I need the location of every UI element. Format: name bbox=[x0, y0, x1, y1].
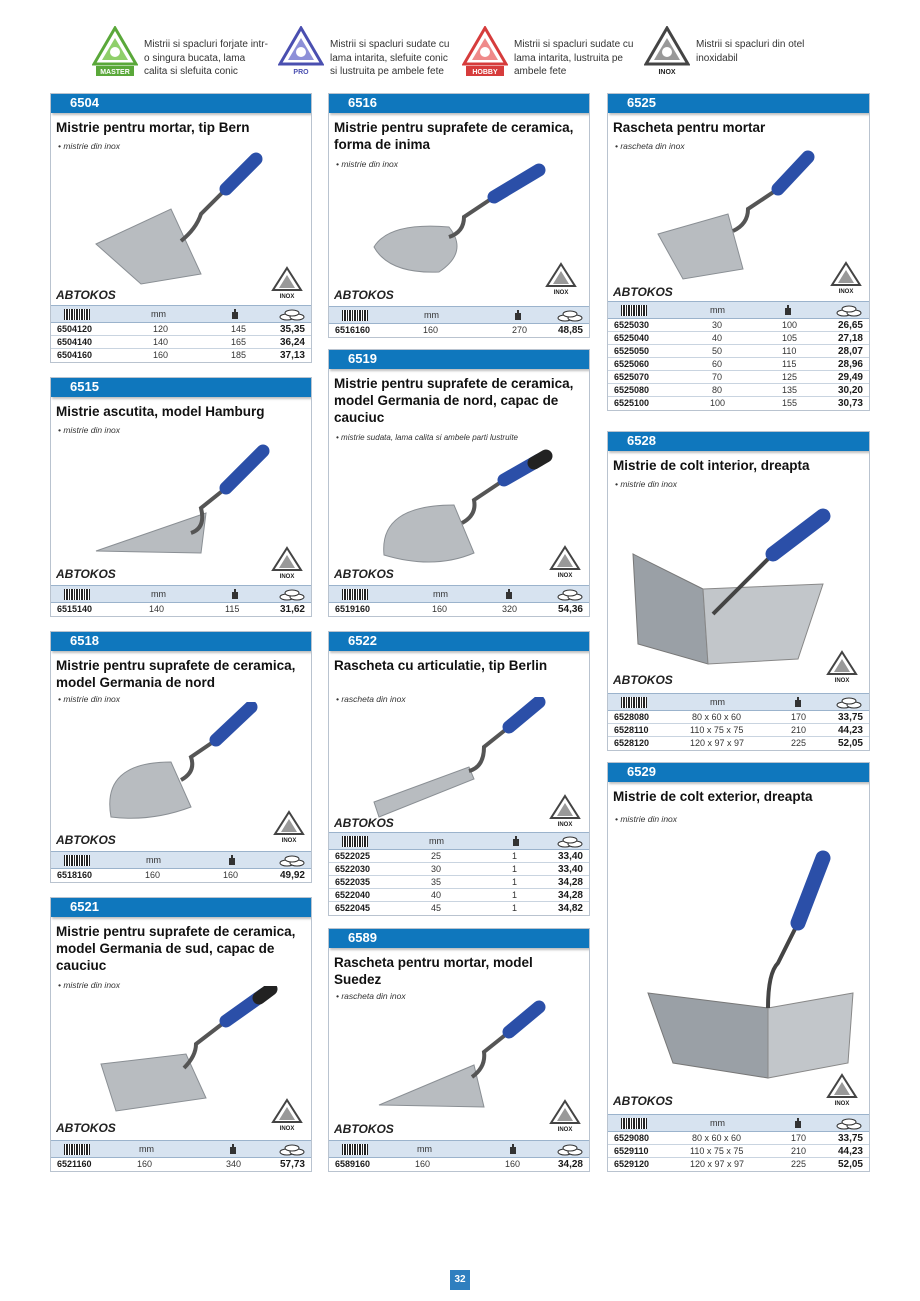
product-code: 6589 bbox=[328, 928, 590, 948]
table-header bbox=[51, 1141, 311, 1158]
product-code: 6504 bbox=[50, 93, 312, 113]
table-row: 6525040 40 105 27,18 bbox=[608, 332, 869, 345]
coins-icon bbox=[279, 854, 305, 867]
svg-text:INOX: INOX bbox=[557, 1127, 573, 1133]
table-header bbox=[329, 833, 589, 850]
product-table bbox=[51, 1140, 311, 1171]
svg-text:PRO: PRO bbox=[293, 69, 309, 76]
corner-trowel-image bbox=[623, 494, 843, 674]
product-card-6522 bbox=[328, 631, 590, 916]
scraper-image bbox=[369, 697, 569, 827]
table-row: 6525050 50 110 28,07 bbox=[608, 345, 869, 358]
svg-text:INOX: INOX bbox=[838, 289, 854, 295]
table-row: 6525030 30 100 26,65 bbox=[608, 319, 869, 332]
weight-icon bbox=[231, 309, 239, 319]
product-card-6518 bbox=[50, 631, 312, 883]
barcode-icon bbox=[64, 589, 90, 600]
product-card-6515 bbox=[50, 377, 312, 617]
barcode-icon bbox=[64, 855, 90, 866]
product-table bbox=[329, 1140, 589, 1171]
svg-text:ABTOKOS: ABTOKOS bbox=[56, 833, 116, 846]
legend-master bbox=[92, 26, 272, 84]
barcode-icon bbox=[342, 1144, 368, 1155]
table-row: 6522045 45 1 34,82 bbox=[335, 903, 583, 914]
table-row: 6522035 35 1 34,28 bbox=[329, 876, 589, 889]
svg-text:ABTOKOS: ABTOKOS bbox=[334, 288, 394, 301]
weight-icon bbox=[231, 589, 239, 599]
product-card-6528 bbox=[607, 431, 870, 751]
abtokos-logo bbox=[56, 287, 134, 301]
inox-badge-icon bbox=[545, 262, 577, 296]
svg-text:HOBBY: HOBBY bbox=[472, 69, 498, 76]
svg-text:ABTOKOS: ABTOKOS bbox=[613, 673, 673, 686]
trowel-image bbox=[374, 997, 574, 1117]
weight-icon bbox=[514, 310, 522, 320]
svg-text:INOX: INOX bbox=[553, 290, 569, 296]
coins-icon bbox=[557, 1143, 583, 1156]
svg-text:MASTER: MASTER bbox=[100, 69, 130, 76]
coins-icon bbox=[836, 304, 862, 317]
table-header bbox=[51, 306, 311, 323]
legend-inox bbox=[644, 26, 824, 84]
product-note: • mistrie din inox bbox=[58, 425, 121, 435]
product-code: 6528 bbox=[607, 431, 870, 451]
barcode-icon bbox=[342, 836, 368, 847]
product-note: • mistrie din inox bbox=[58, 694, 121, 704]
product-title: Mistrie de colt exterior, dreapta bbox=[613, 789, 813, 804]
barcode-icon bbox=[621, 305, 647, 316]
weight-icon bbox=[228, 855, 236, 865]
table-row: 6525080 80 135 30,20 bbox=[608, 384, 869, 397]
coins-icon bbox=[557, 835, 583, 848]
product-table bbox=[608, 1114, 869, 1171]
abtokos-logo bbox=[56, 1120, 134, 1134]
product-card-6519 bbox=[328, 349, 590, 617]
product-table bbox=[51, 305, 311, 362]
master-logo-icon bbox=[92, 26, 138, 78]
svg-text:ABTOKOS: ABTOKOS bbox=[56, 288, 116, 301]
abtokos-logo bbox=[613, 1093, 691, 1107]
weight-icon bbox=[784, 305, 792, 315]
svg-text:INOX: INOX bbox=[281, 838, 297, 844]
table-row: 6528080 80 x 60 x 60 170 33,75 bbox=[608, 711, 869, 724]
barcode-icon bbox=[342, 310, 368, 321]
svg-text:ABTOKOS: ABTOKOS bbox=[334, 1122, 394, 1135]
product-card-6521 bbox=[50, 897, 312, 1172]
trowel-image bbox=[91, 433, 291, 563]
table-row: 6504160 160 185 37,13 bbox=[57, 350, 305, 361]
inox-badge-icon bbox=[826, 1073, 858, 1107]
product-code: 6525 bbox=[607, 93, 870, 113]
product-card-6525 bbox=[607, 93, 870, 411]
inox-logo-icon bbox=[644, 26, 690, 78]
product-table bbox=[51, 585, 311, 616]
product-table bbox=[608, 301, 869, 410]
trowel-image bbox=[96, 986, 296, 1116]
table-header bbox=[329, 1141, 589, 1158]
product-code: 6522 bbox=[328, 631, 590, 651]
product-card-6529 bbox=[607, 762, 870, 1172]
table-header bbox=[329, 586, 589, 603]
product-title: Mistrie ascutita, model Hamburg bbox=[56, 404, 265, 419]
product-table bbox=[329, 585, 589, 616]
corner-trowel-image bbox=[628, 833, 858, 1083]
product-note: • mistrie din inox bbox=[336, 159, 399, 169]
barcode-icon bbox=[621, 697, 647, 708]
inox-badge-icon bbox=[549, 545, 581, 579]
product-note: • rascheta din inox bbox=[336, 991, 406, 1001]
svg-text:ABTOKOS: ABTOKOS bbox=[613, 1094, 673, 1107]
inox-badge-icon bbox=[271, 1098, 303, 1132]
product-code: 6529 bbox=[607, 762, 870, 782]
product-table bbox=[329, 306, 589, 337]
trowel-image bbox=[86, 149, 286, 299]
weight-icon bbox=[229, 1144, 237, 1154]
weight-icon bbox=[794, 697, 802, 707]
unit-label: mm bbox=[139, 1144, 154, 1154]
product-title: Rascheta pentru mortar bbox=[613, 120, 766, 135]
table-row: 6589160 160 160 34,28 bbox=[335, 1159, 583, 1170]
product-note: • rascheta din inox bbox=[615, 141, 685, 151]
svg-text:INOX: INOX bbox=[279, 294, 295, 300]
weight-icon bbox=[512, 836, 520, 846]
abtokos-logo bbox=[334, 566, 412, 580]
product-title: Mistrie pentru suprafete de ceramica, model Germania de sud, capac de cauciuc bbox=[56, 924, 296, 973]
svg-text:INOX: INOX bbox=[658, 69, 676, 76]
table-row: 6529120 120 x 97 x 97 225 52,05 bbox=[614, 1159, 863, 1170]
product-table bbox=[51, 851, 311, 882]
product-title: Rascheta pentru mortar, model Suedez bbox=[334, 955, 533, 987]
table-header bbox=[51, 852, 311, 869]
trowel-image bbox=[648, 149, 848, 289]
abtokos-logo bbox=[613, 672, 691, 686]
product-code: 6521 bbox=[50, 897, 312, 917]
legend-pro bbox=[278, 26, 458, 84]
product-card-6504 bbox=[50, 93, 312, 363]
table-row: 6504120 120 145 35,35 bbox=[51, 323, 311, 336]
table-row: 6528110 110 x 75 x 75 210 44,23 bbox=[608, 724, 869, 737]
legend-text: Mistrii si spacluri sudate cu lama intarita, lustruita pe ambele fete bbox=[514, 39, 634, 77]
hobby-logo-icon bbox=[462, 26, 508, 78]
svg-text:ABTOKOS: ABTOKOS bbox=[56, 567, 116, 580]
svg-text:ABTOKOS: ABTOKOS bbox=[613, 285, 673, 298]
svg-text:ABTOKOS: ABTOKOS bbox=[334, 816, 394, 829]
coins-icon bbox=[836, 1117, 862, 1130]
product-code: 6518 bbox=[50, 631, 312, 651]
coins-icon bbox=[557, 588, 583, 601]
product-table bbox=[329, 832, 589, 915]
product-title: Rascheta cu articulatie, tip Berlin bbox=[334, 658, 548, 673]
barcode-icon bbox=[342, 589, 368, 600]
product-title: Mistrie pentru suprafete de ceramica, model Germania de nord bbox=[56, 658, 296, 690]
product-card-6516 bbox=[328, 93, 590, 338]
coins-icon bbox=[279, 308, 305, 321]
svg-text:INOX: INOX bbox=[557, 822, 573, 828]
unit-label: mm bbox=[146, 855, 161, 865]
unit-label: mm bbox=[710, 697, 725, 707]
abtokos-logo bbox=[56, 832, 134, 846]
table-header bbox=[608, 694, 869, 711]
abtokos-logo bbox=[613, 284, 691, 298]
table-header bbox=[329, 307, 589, 324]
svg-text:INOX: INOX bbox=[834, 678, 850, 684]
page-number: 32 bbox=[450, 1270, 470, 1290]
inox-badge-icon bbox=[273, 810, 305, 844]
inox-badge-icon bbox=[549, 794, 581, 828]
legend-text: Mistrii si spacluri forjate intr-o singura bucata, lama calita si slefuita conic bbox=[144, 39, 268, 77]
product-note: • mistrie din inox bbox=[58, 141, 121, 151]
unit-label: mm bbox=[710, 1118, 725, 1128]
table-row: 6529080 80 x 60 x 60 170 33,75 bbox=[608, 1132, 869, 1145]
barcode-icon bbox=[64, 309, 90, 320]
table-row: 6521160 160 340 57,73 bbox=[57, 1159, 305, 1170]
abtokos-logo bbox=[334, 287, 412, 301]
table-header bbox=[608, 1115, 869, 1132]
product-note: • mistrie din inox bbox=[58, 980, 121, 990]
svg-text:INOX: INOX bbox=[557, 573, 573, 579]
table-row: 6504140 140 165 36,24 bbox=[51, 336, 311, 349]
legend-text: Mistrii si spacluri sudate cu lama intarita, slefuite conic si lustruita pe ambele fete bbox=[330, 39, 450, 77]
product-code: 6515 bbox=[50, 377, 312, 397]
table-row: 6525070 70 125 29,49 bbox=[608, 371, 869, 384]
table-row: 6518160 160 160 49,92 bbox=[57, 870, 305, 881]
product-table bbox=[608, 693, 869, 750]
product-code: 6516 bbox=[328, 93, 590, 113]
pro-logo-icon bbox=[278, 26, 324, 78]
weight-icon bbox=[505, 589, 513, 599]
table-row: 6528120 120 x 97 x 97 225 52,05 bbox=[614, 738, 863, 749]
coins-icon bbox=[836, 696, 862, 709]
table-row: 6525060 60 115 28,96 bbox=[608, 358, 869, 371]
svg-text:INOX: INOX bbox=[834, 1101, 850, 1107]
table-row: 6515140 140 115 31,62 bbox=[57, 604, 305, 615]
table-row: 6519160 160 320 54,36 bbox=[335, 604, 583, 615]
weight-icon bbox=[794, 1118, 802, 1128]
inox-badge-icon bbox=[826, 650, 858, 684]
abtokos-logo bbox=[334, 1121, 412, 1135]
barcode-icon bbox=[621, 1118, 647, 1129]
unit-label: mm bbox=[417, 1144, 432, 1154]
svg-text:INOX: INOX bbox=[279, 1126, 295, 1132]
table-row: 6522030 30 1 33,40 bbox=[329, 863, 589, 876]
table-row: 6529110 110 x 75 x 75 210 44,23 bbox=[608, 1145, 869, 1158]
inox-badge-icon bbox=[271, 266, 303, 300]
trowel-image bbox=[91, 702, 291, 832]
table-row: 6522025 25 1 33,40 bbox=[329, 850, 589, 863]
coins-icon bbox=[279, 588, 305, 601]
unit-label: mm bbox=[151, 589, 166, 599]
table-row: 6522040 40 1 34,28 bbox=[329, 889, 589, 902]
product-card-6589 bbox=[328, 928, 590, 1172]
unit-label: mm bbox=[424, 310, 439, 320]
trowel-image bbox=[369, 162, 569, 282]
table-header bbox=[608, 302, 869, 319]
product-code: 6519 bbox=[328, 349, 590, 369]
table-row: 6525100 100 155 30,73 bbox=[614, 398, 863, 409]
abtokos-logo bbox=[56, 566, 134, 580]
product-note: • mistrie din inox bbox=[615, 814, 678, 824]
product-note: • rascheta din inox bbox=[336, 694, 406, 704]
weight-icon bbox=[509, 1144, 517, 1154]
legend-hobby bbox=[462, 26, 642, 84]
inox-badge-icon bbox=[271, 546, 303, 580]
unit-label: mm bbox=[433, 589, 448, 599]
table-row: 6516160 160 270 48,85 bbox=[335, 325, 583, 336]
svg-text:INOX: INOX bbox=[279, 574, 295, 580]
svg-text:ABTOKOS: ABTOKOS bbox=[334, 567, 394, 580]
unit-label: mm bbox=[710, 305, 725, 315]
trowel-image bbox=[374, 445, 574, 575]
product-title: Mistrie de colt interior, dreapta bbox=[613, 458, 810, 473]
coins-icon bbox=[279, 1143, 305, 1156]
coins-icon bbox=[557, 309, 583, 322]
legend-text: Mistrii si spacluri din otel inoxidabil bbox=[696, 39, 805, 64]
product-title: Mistrie pentru mortar, tip Bern bbox=[56, 120, 250, 135]
unit-label: mm bbox=[151, 309, 166, 319]
product-note: • mistrie sudata, lama calita si ambele parti lustruite bbox=[336, 433, 518, 442]
barcode-icon bbox=[64, 1144, 90, 1155]
table-header bbox=[51, 586, 311, 603]
inox-badge-icon bbox=[549, 1099, 581, 1133]
product-title: Mistrie pentru suprafete de ceramica, forma de inima bbox=[334, 120, 574, 152]
product-note: • mistrie din inox bbox=[615, 479, 678, 489]
abtokos-logo bbox=[334, 815, 412, 829]
svg-text:ABTOKOS: ABTOKOS bbox=[56, 1121, 116, 1134]
inox-badge-icon bbox=[830, 261, 862, 295]
product-title: Mistrie pentru suprafete de ceramica, model Germania de nord, capac de cauciuc bbox=[334, 376, 574, 425]
unit-label: mm bbox=[429, 836, 444, 846]
